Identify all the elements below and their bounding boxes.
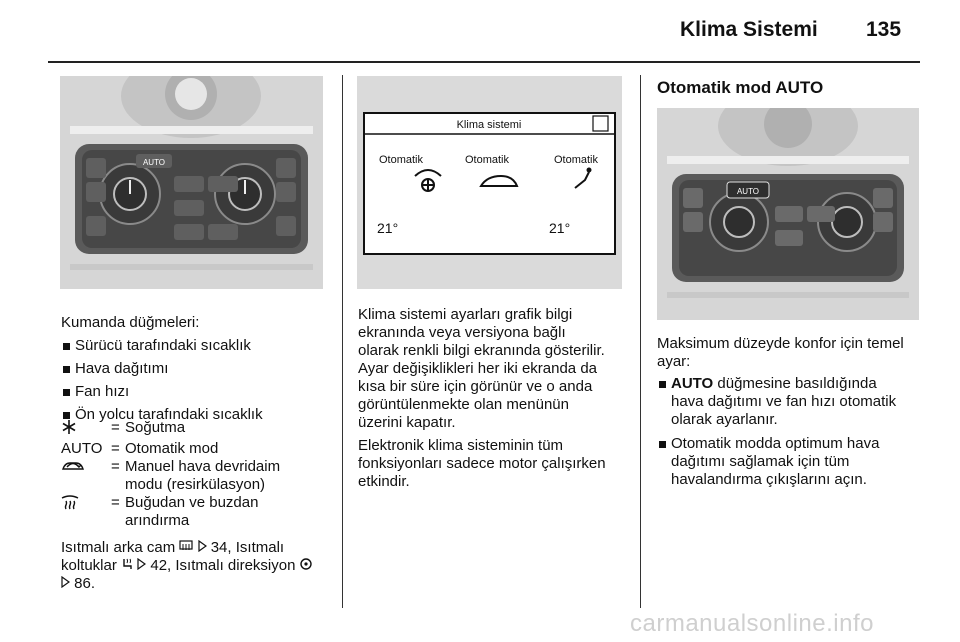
snowflake-icon: [61, 419, 111, 440]
page-ref-arrow-icon: [198, 539, 207, 556]
symbol-legend: [61, 419, 333, 530]
legend-definition: [125, 494, 333, 530]
legend-row: [61, 458, 333, 494]
reference-link[interactable]: 86.: [74, 575, 96, 592]
text-line: havalandırma çıkışlarını açın.: [671, 471, 867, 488]
recirculation-car-icon: [61, 458, 111, 494]
list-item: Hava dağıtımı: [61, 360, 333, 378]
reference-line: [61, 539, 341, 557]
text-line: Ayar değişiklikleri her iki ekranda da: [358, 360, 598, 377]
list-item: Fan hızı: [61, 383, 333, 401]
reference-text: Isıtmalı arka cam: [61, 539, 176, 556]
legend-equals: =: [111, 494, 120, 511]
display-screen-photo: [357, 76, 622, 289]
auto-symbol: AUTO: [61, 440, 103, 457]
screen-temp-right: 21°: [549, 220, 571, 236]
page-ref-arrow-icon: [61, 575, 70, 592]
text-line: olarak ayarlanır.: [671, 411, 778, 428]
text-run: düğmesine basıldığında: [713, 375, 877, 392]
cross-references: [61, 539, 341, 593]
legend-equals: =: [111, 419, 120, 436]
text-line: üzerini kapatır.: [358, 414, 456, 431]
screen-label-center: Otomatik: [464, 154, 510, 166]
list-item: [657, 435, 927, 489]
legend-definition: Otomatik mod: [125, 440, 219, 457]
controls-intro: Kumanda düğmeleri:: [61, 314, 200, 331]
legend-row: [61, 440, 333, 458]
header-divider: [48, 61, 920, 63]
reference-link[interactable]: 34, Isıtmalı: [210, 539, 285, 556]
text-line: etkindir.: [358, 473, 410, 490]
list-item: [657, 375, 927, 429]
text-line: dağıtımı sağlamak için tüm: [671, 453, 850, 470]
text-line: kısa bir süre için görünür ve o anda: [358, 378, 593, 395]
reference-line: [61, 575, 341, 593]
reference-text: koltuklar: [61, 557, 117, 574]
page-number: 135: [866, 18, 902, 41]
screen-label-left: Otomatik: [378, 154, 424, 166]
controls-list: [61, 314, 333, 424]
reference-link[interactable]: 42, Isıtmalı direksiyon: [150, 557, 296, 574]
legend-definition: Soğutma: [125, 419, 186, 436]
screen-title: Klima sistemi: [456, 119, 522, 131]
text-line: Otomatik modda optimum hava: [671, 435, 880, 452]
legend-equals: =: [111, 458, 120, 475]
right-intro: [657, 335, 927, 371]
climate-panel-photo: [60, 76, 323, 289]
column-divider-right: [640, 75, 641, 608]
legend-row: [61, 494, 333, 530]
rear-window-heater-icon: [179, 539, 193, 556]
legend-row: [61, 419, 333, 440]
page-header-title: Klima Sistemi: [680, 18, 818, 41]
text-line: Maksimum düzeyde konfor için temel: [657, 335, 904, 352]
text-line: olarak renkli bilgi ekranında gösterilir.: [358, 342, 605, 359]
legend-definition: [125, 458, 333, 494]
auto-button-photo: [657, 108, 919, 320]
legend-equals: =: [111, 440, 120, 457]
middle-paragraph-2: [358, 437, 638, 491]
text-line: Elektronik klima sisteminin tüm: [358, 437, 564, 454]
heated-seat-icon: [121, 557, 133, 574]
text-line: Klima sistemi ayarları grafik bilgi: [358, 306, 573, 323]
defrost-icon: [61, 494, 111, 530]
legend-definition-line: arındırma: [125, 512, 190, 529]
column-divider-left: [342, 75, 343, 608]
section-heading: Otomatik mod AUTO: [657, 78, 824, 97]
middle-paragraph-1: [358, 306, 638, 432]
right-bullets: [657, 375, 927, 489]
auto-keyword: AUTO: [671, 375, 714, 392]
heated-steering-wheel-icon: [300, 557, 312, 574]
list-item: Ön yolcu tarafındaki sıcaklık: [61, 406, 333, 424]
legend-definition-line: Buğudan ve buzdan: [125, 494, 259, 511]
list-item: Sürücü tarafındaki sıcaklık: [61, 337, 333, 355]
text-line: fonksiyonları sadece motor çalışırken: [358, 455, 606, 472]
reference-line: [61, 557, 341, 575]
text-line: ekranında veya versiyona bağlı: [358, 324, 566, 341]
screen-temp-left: 21°: [377, 220, 399, 236]
legend-definition-line: modu (resirkülasyon): [125, 476, 266, 493]
text-line: hava dağıtımı ve fan hızı otomatik: [671, 393, 897, 410]
text-line: ayar:: [657, 353, 691, 370]
panel-auto-label: AUTO: [736, 187, 760, 196]
text-line: görüntülenmekte olan menünün: [358, 396, 569, 413]
page-ref-arrow-icon: [137, 557, 146, 574]
watermark: carmanualsonline.info: [630, 610, 874, 637]
legend-definition-line: Manuel hava devridaim: [125, 458, 281, 475]
panel-auto-label: AUTO: [142, 158, 166, 167]
screen-label-right: Otomatik: [553, 154, 599, 166]
